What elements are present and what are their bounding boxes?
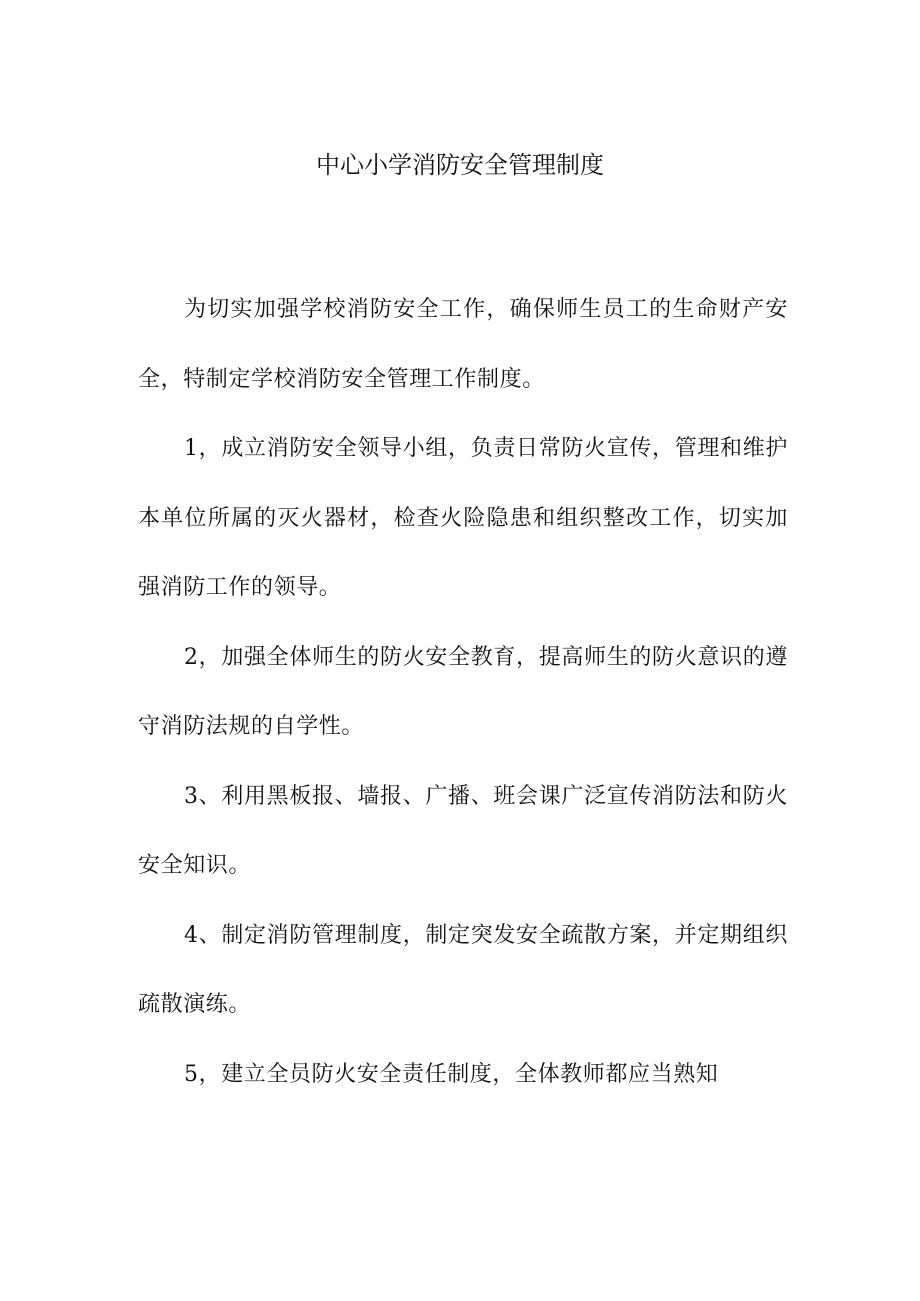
document-title: 中心小学消防安全管理制度 xyxy=(316,151,604,179)
paragraph-item-1: 1，成立消防安全领导小组，负责日常防火宣传，管理和维护本单位所属的灭火器材，检查火险隐患和组织整改工作，切实加强消防工作的领导。 xyxy=(138,436,788,600)
paragraph-item-3: 3、利用黑板报、墙报、广播、班会课广泛宣传消防法和防火安全知识。 xyxy=(138,783,788,878)
paragraph-item-5: 5，建立全员防火安全责任制度，全体教师都应当熟知 xyxy=(184,1061,719,1087)
paragraph-item-2: 2，加强全体师生的防火安全教育，提高师生的防火意识的遵守消防法规的自学性。 xyxy=(138,644,788,739)
document-body xyxy=(138,275,788,1109)
paragraph-item-4: 4、制定消防管理制度，制定突发安全疏散方案，并定期组织疏散演练。 xyxy=(138,922,788,1017)
paragraph-intro: 为切实加强学校消防安全工作，确保师生员工的生命财产安全，特制定学校消防安全管理工作制度。 xyxy=(138,297,788,392)
